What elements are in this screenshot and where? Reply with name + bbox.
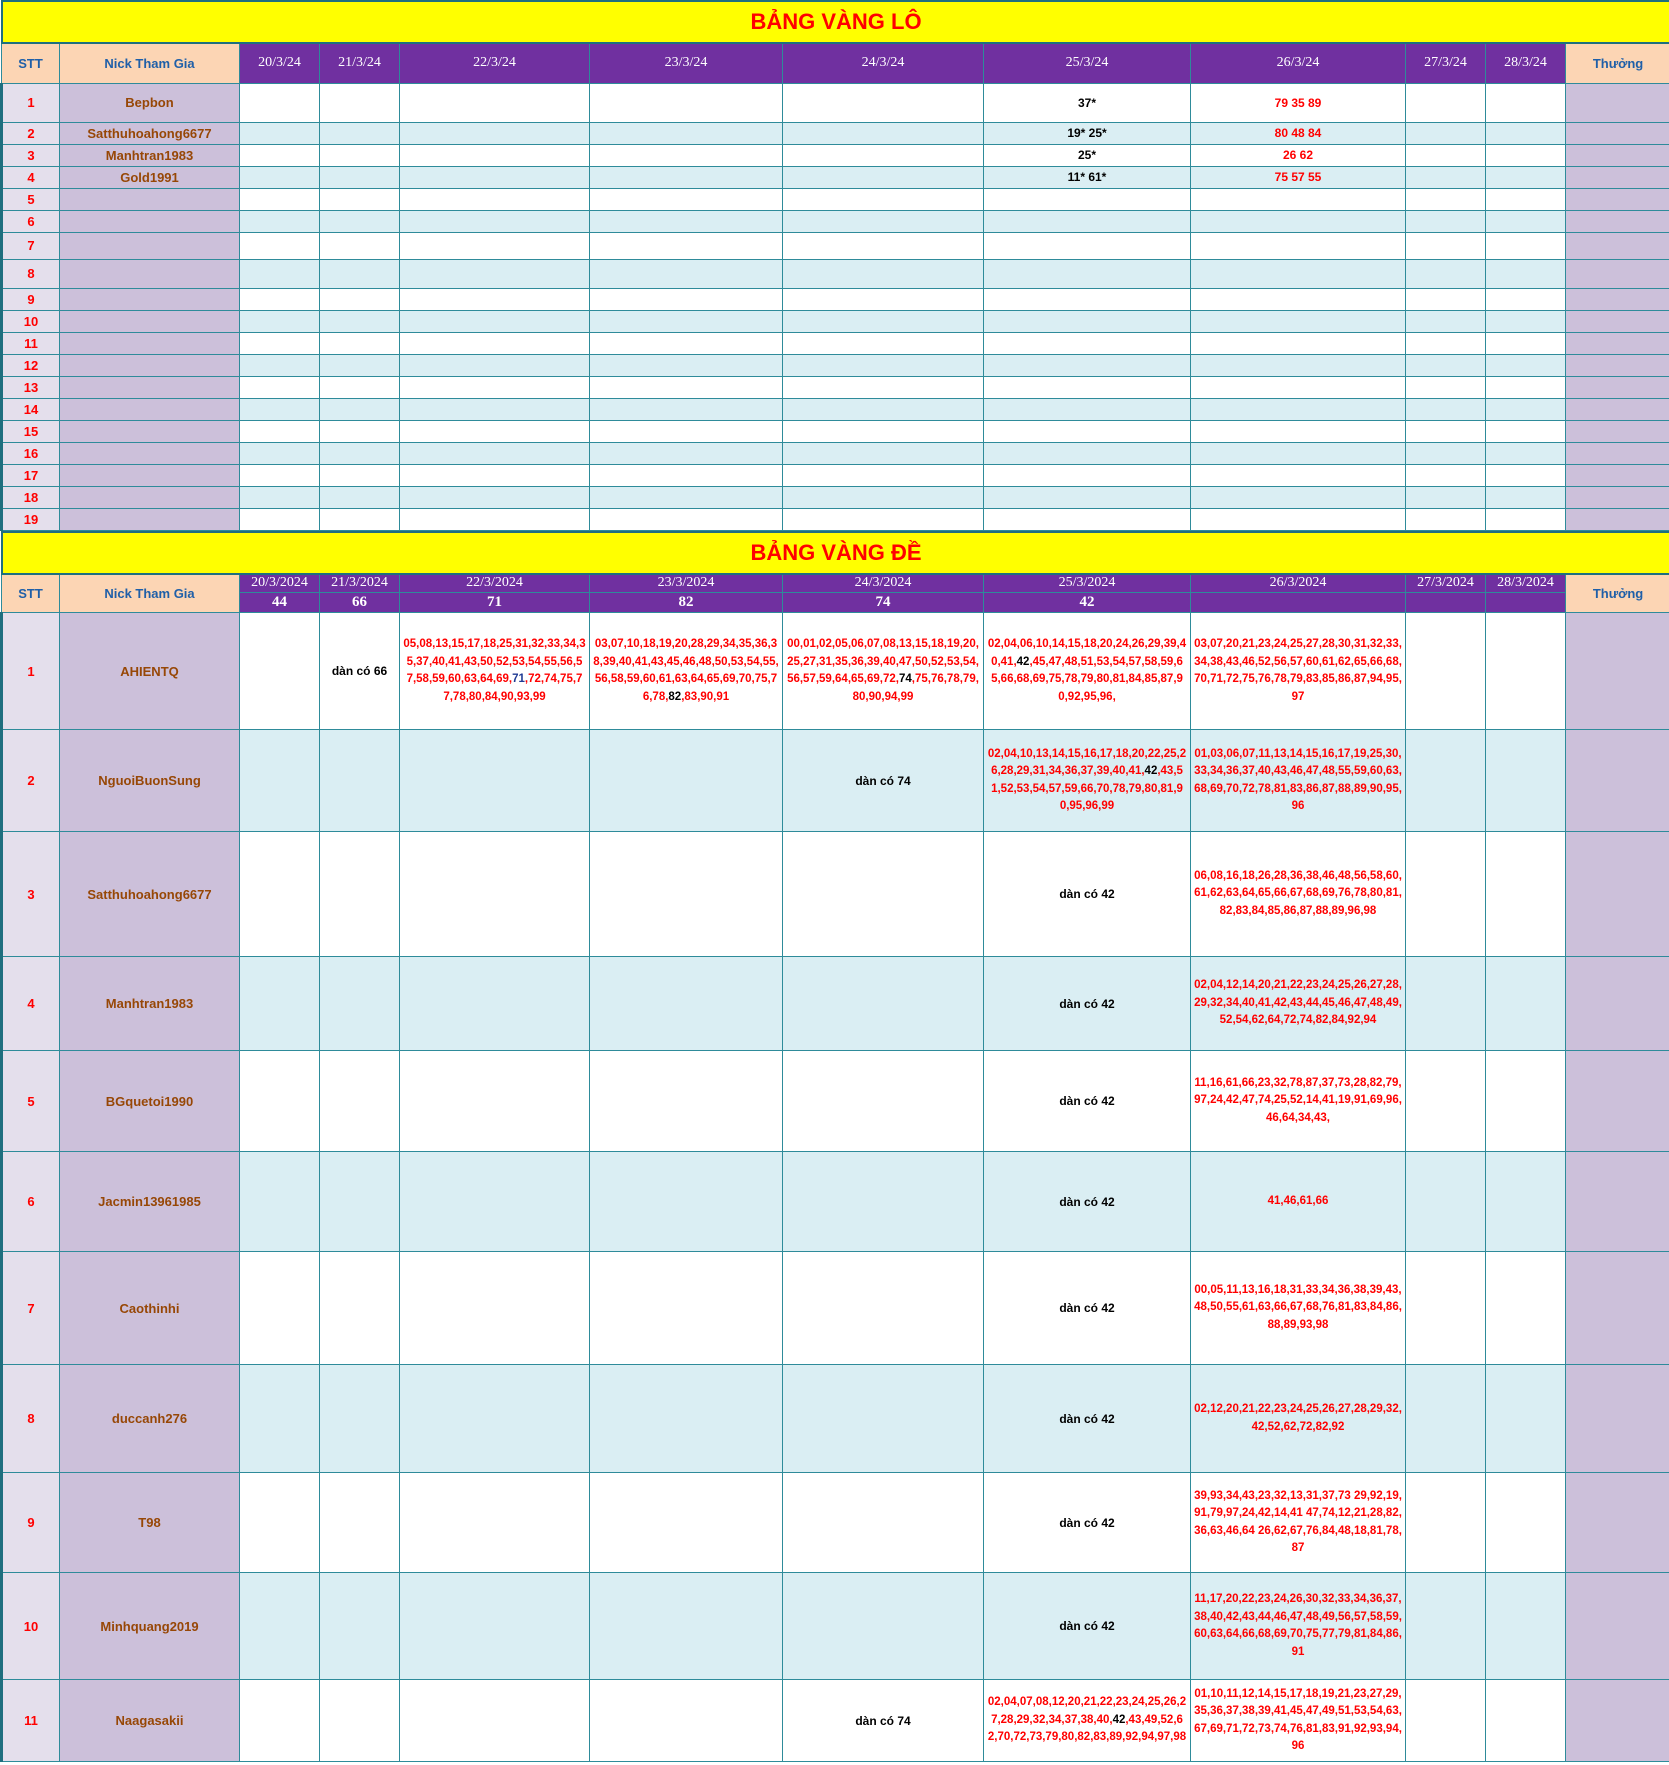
- de-cell-26[interactable]: 11,16,61,66,23,32,78,87,37,73,28,82,79,97,24,42,47,74,25,52,14,41,19,91,69,96,46,64,34,43,: [1191, 1051, 1406, 1152]
- table-row: [2, 144, 1669, 166]
- row-nick: Manhtran1983: [60, 957, 240, 1051]
- row-stt: 3: [2, 144, 60, 166]
- row-bonus[interactable]: [1566, 730, 1669, 832]
- row-stt: 10: [2, 1573, 60, 1680]
- table-row: [2, 354, 1669, 376]
- row-bonus[interactable]: [1566, 508, 1669, 530]
- lo-header-bonus: Thưởng: [1566, 43, 1669, 83]
- lo-cell-26[interactable]: 75 57 55: [1191, 166, 1406, 188]
- row-bonus[interactable]: [1566, 166, 1669, 188]
- row-nick: [60, 232, 240, 259]
- de-cell-25[interactable]: dàn có 42: [984, 1152, 1191, 1252]
- row-bonus[interactable]: [1566, 398, 1669, 420]
- table-row: [2, 1473, 1669, 1573]
- de-cell-25[interactable]: dàn có 42: [984, 1473, 1191, 1573]
- de-cell-25[interactable]: dàn có 42: [984, 1252, 1191, 1365]
- table-row: [2, 1051, 1669, 1152]
- row-bonus[interactable]: [1566, 354, 1669, 376]
- row-nick: [60, 398, 240, 420]
- table-row: [2, 420, 1669, 442]
- row-bonus[interactable]: [1566, 310, 1669, 332]
- table-row: [2, 259, 1669, 288]
- table-row: [2, 832, 1669, 957]
- de-cell-22[interactable]: 05,08,13,15,17,18,25,31,32,33,34,35,37,40,41,43,50,52,53,54,55,56,57,58,59,60,63,64,69,71,72,74,75,77,78,80,84,90,93,99: [400, 613, 590, 730]
- row-nick: [60, 376, 240, 398]
- row-stt: 16: [2, 442, 60, 464]
- table-row: [2, 464, 1669, 486]
- de-cell-23[interactable]: 03,07,10,18,19,20,28,29,34,35,36,38,39,40,41,43,45,46,48,50,53,54,55,56,58,59,60,61,63,64,65,69,70,75,76,78,82,83,90,91: [590, 613, 783, 730]
- de-result: 42: [984, 593, 1191, 613]
- table-row: [2, 210, 1669, 232]
- lo-cell-26[interactable]: 26 62: [1191, 144, 1406, 166]
- table-row: [2, 166, 1669, 188]
- de-cell-26[interactable]: 02,04,12,14,20,21,22,23,24,25,26,27,28,29,32,34,40,41,42,43,44,45,46,47,48,49,52,54,62,64,72,74,82,84,92,94: [1191, 957, 1406, 1051]
- table-row: [2, 1365, 1669, 1473]
- row-bonus[interactable]: [1566, 957, 1669, 1051]
- row-stt: 8: [2, 259, 60, 288]
- row-nick: BGquetoi1990: [60, 1051, 240, 1152]
- de-result: 74: [783, 593, 984, 613]
- table-row: [2, 83, 1669, 122]
- row-bonus[interactable]: [1566, 1573, 1669, 1680]
- lo-cell-25[interactable]: 19* 25*: [984, 122, 1191, 144]
- de-header-date: 23/3/2024: [590, 574, 783, 593]
- de-title: BẢNG VÀNG ĐỀ: [2, 532, 1669, 574]
- de-result: 82: [590, 593, 783, 613]
- row-nick: [60, 420, 240, 442]
- de-cell-24[interactable]: 00,01,02,05,06,07,08,13,15,18,19,20,25,27,31,35,36,39,40,47,50,52,53,54,56,57,59,64,65,69,72,74,75,76,78,79,80,90,94,99: [783, 613, 984, 730]
- de-header-date: 24/3/2024: [783, 574, 984, 593]
- row-stt: 4: [2, 166, 60, 188]
- table-row: [2, 188, 1669, 210]
- de-cell-25[interactable]: dàn có 42: [984, 957, 1191, 1051]
- row-stt: 14: [2, 398, 60, 420]
- de-result: [1486, 593, 1566, 613]
- row-stt: 5: [2, 188, 60, 210]
- de-cell-24[interactable]: dàn có 74: [783, 730, 984, 832]
- row-stt: 8: [2, 1365, 60, 1473]
- row-nick: [60, 210, 240, 232]
- de-header-nick: Nick Tham Gia: [60, 574, 240, 613]
- table-row: [2, 730, 1669, 832]
- row-nick: Jacmin13961985: [60, 1152, 240, 1252]
- de-result: [1406, 593, 1486, 613]
- row-nick: [60, 310, 240, 332]
- row-nick: AHIENTQ: [60, 613, 240, 730]
- de-cell-25[interactable]: dàn có 42: [984, 1051, 1191, 1152]
- table-row: [2, 613, 1669, 730]
- row-nick: [60, 259, 240, 288]
- de-cell-25[interactable]: dàn có 42: [984, 832, 1191, 957]
- lo-header-date: 23/3/24: [590, 43, 783, 83]
- row-nick: Gold1991: [60, 166, 240, 188]
- row-bonus[interactable]: [1566, 1051, 1669, 1152]
- lo-header-date: 27/3/24: [1406, 43, 1486, 83]
- row-stt: 7: [2, 1252, 60, 1365]
- de-cell-25[interactable]: dàn có 42: [984, 1573, 1191, 1680]
- row-stt: 17: [2, 464, 60, 486]
- row-nick: [60, 464, 240, 486]
- row-stt: 13: [2, 376, 60, 398]
- row-bonus[interactable]: [1566, 1152, 1669, 1252]
- row-bonus[interactable]: [1566, 332, 1669, 354]
- de-result: [1191, 593, 1406, 613]
- row-nick: [60, 188, 240, 210]
- table-row: [2, 398, 1669, 420]
- row-nick: [60, 442, 240, 464]
- de-header-date: 22/3/2024: [400, 574, 590, 593]
- row-stt: 3: [2, 832, 60, 957]
- row-nick: Bepbon: [60, 83, 240, 122]
- de-cell-25[interactable]: dàn có 42: [984, 1365, 1191, 1473]
- row-nick: Minhquang2019: [60, 1573, 240, 1680]
- row-stt: 10: [2, 310, 60, 332]
- lo-header-date: 28/3/24: [1486, 43, 1566, 83]
- row-bonus[interactable]: [1566, 259, 1669, 288]
- row-nick: [60, 354, 240, 376]
- de-table: [0, 531, 1669, 1763]
- de-cell-25[interactable]: 02,04,07,08,12,20,21,22,23,24,25,26,27,28,29,32,34,37,38,40,42,43,49,52,62,70,72,73,79,80,82,83,89,92,94,97,98: [984, 1680, 1191, 1762]
- row-stt: 2: [2, 730, 60, 832]
- row-bonus[interactable]: [1566, 83, 1669, 122]
- de-cell-25[interactable]: 02,04,10,13,14,15,16,17,18,20,22,25,26,28,29,31,34,36,37,39,40,41,42,43,51,52,53,54,57,59,66,70,78,79,80,81,90,95,96,99: [984, 730, 1191, 832]
- table-row: [2, 376, 1669, 398]
- row-stt: 11: [2, 332, 60, 354]
- row-stt: 7: [2, 232, 60, 259]
- row-bonus[interactable]: [1566, 210, 1669, 232]
- table-row: [2, 508, 1669, 530]
- de-result: 44: [240, 593, 320, 613]
- row-stt: 1: [2, 83, 60, 122]
- lo-header-date: 22/3/24: [400, 43, 590, 83]
- de-header-stt: STT: [2, 574, 60, 613]
- row-bonus[interactable]: [1566, 376, 1669, 398]
- row-nick: Satthuhoahong6677: [60, 832, 240, 957]
- row-stt: 4: [2, 957, 60, 1051]
- de-cell-21[interactable]: dàn có 66: [320, 613, 400, 730]
- table-row: [2, 957, 1669, 1051]
- row-stt: 6: [2, 1152, 60, 1252]
- de-header-date: 25/3/2024: [984, 574, 1191, 593]
- row-bonus[interactable]: [1566, 613, 1669, 730]
- table-row: [2, 1252, 1669, 1365]
- row-bonus[interactable]: [1566, 486, 1669, 508]
- table-row: [2, 1573, 1669, 1680]
- row-nick: duccanh276: [60, 1365, 240, 1473]
- de-result: 71: [400, 593, 590, 613]
- lo-header-nick: Nick Tham Gia: [60, 43, 240, 83]
- lo-title: BẢNG VÀNG LÔ: [2, 1, 1669, 43]
- lo-header-date: 25/3/24: [984, 43, 1191, 83]
- de-cell-24[interactable]: dàn có 74: [783, 1680, 984, 1762]
- lo-header-date: 21/3/24: [320, 43, 400, 83]
- row-bonus[interactable]: [1566, 144, 1669, 166]
- de-cell-26[interactable]: 11,17,20,22,23,24,26,30,32,33,34,36,37,38,40,42,43,44,46,47,48,49,56,57,58,59,60,63,64,66,68,69,70,75,77,79,81,84,86,91: [1191, 1573, 1406, 1680]
- lo-cell-25[interactable]: 37*: [984, 83, 1191, 122]
- row-bonus[interactable]: [1566, 232, 1669, 259]
- table-row: [2, 122, 1669, 144]
- lo-cell-26[interactable]: 80 48 84: [1191, 122, 1406, 144]
- table-row: [2, 332, 1669, 354]
- row-stt: 9: [2, 288, 60, 310]
- row-stt: 15: [2, 420, 60, 442]
- row-nick: [60, 508, 240, 530]
- row-stt: 19: [2, 508, 60, 530]
- row-bonus[interactable]: [1566, 1365, 1669, 1473]
- de-header-date: 28/3/2024: [1486, 574, 1566, 593]
- de-result: 66: [320, 593, 400, 613]
- de-header-date: 27/3/2024: [1406, 574, 1486, 593]
- table-row: [2, 288, 1669, 310]
- table-row: [2, 310, 1669, 332]
- row-bonus[interactable]: [1566, 832, 1669, 957]
- de-cell-25[interactable]: 02,04,06,10,14,15,18,20,24,26,29,39,40,41,42,45,47,48,51,53,54,57,58,59,65,66,68,69,75,78,79,80,81,84,85,87,90,92,95,96,: [984, 613, 1191, 730]
- de-cell-26[interactable]: 41,46,61,66: [1191, 1152, 1406, 1252]
- row-stt: 12: [2, 354, 60, 376]
- lo-cell-26[interactable]: 79 35 89: [1191, 83, 1406, 122]
- row-stt: 6: [2, 210, 60, 232]
- row-bonus[interactable]: [1566, 420, 1669, 442]
- row-bonus[interactable]: [1566, 288, 1669, 310]
- de-cell-26[interactable]: 01,10,11,12,14,15,17,18,19,21,23,27,29,35,36,37,38,39,41,45,47,49,51,53,54,63,67,69,71,72,73,74,76,81,83,91,92,93,94,96: [1191, 1680, 1406, 1762]
- row-stt: 18: [2, 486, 60, 508]
- de-cell-26[interactable]: 39,93,34,43,23,32,13,31,37,73 29,92,19,91,79,97,24,42,14,41 47,74,12,21,28,82,36,63,46,64 26,62,67,76,84,48,18,81,78,87: [1191, 1473, 1406, 1573]
- row-bonus[interactable]: [1566, 188, 1669, 210]
- table-row: [2, 232, 1669, 259]
- table-row: [2, 442, 1669, 464]
- de-cell-26[interactable]: 06,08,16,18,26,28,36,38,46,48,56,58,60,61,62,63,64,65,66,67,68,69,76,78,80,81,82,83,84,85,86,87,88,89,96,98: [1191, 832, 1406, 957]
- row-bonus[interactable]: [1566, 1473, 1669, 1573]
- row-nick: NguoiBuonSung: [60, 730, 240, 832]
- row-bonus[interactable]: [1566, 1252, 1669, 1365]
- de-cell-26[interactable]: 03,07,20,21,23,24,25,27,28,30,31,32,33,34,38,43,46,52,56,57,60,61,62,65,66,68,70,71,72,75,76,78,79,83,85,86,87,94,95,97: [1191, 613, 1406, 730]
- lo-table: [0, 0, 1669, 531]
- row-nick: [60, 288, 240, 310]
- row-nick: Manhtran1983: [60, 144, 240, 166]
- lo-cell-25[interactable]: 11* 61*: [984, 166, 1191, 188]
- de-cell-26[interactable]: 00,05,11,13,16,18,31,33,34,36,38,39,43,48,50,55,61,63,66,67,68,76,81,83,84,86,88,89,93,98: [1191, 1252, 1406, 1365]
- row-stt: 1: [2, 613, 60, 730]
- lo-header-date: 24/3/24: [783, 43, 984, 83]
- de-header-date: 21/3/2024: [320, 574, 400, 593]
- row-nick: T98: [60, 1473, 240, 1573]
- de-header-bonus: Thưởng: [1566, 574, 1669, 613]
- table-row: [2, 486, 1669, 508]
- de-header-date: 26/3/2024: [1191, 574, 1406, 593]
- row-nick: [60, 486, 240, 508]
- lo-header-stt: STT: [2, 43, 60, 83]
- lo-header-date: 20/3/24: [240, 43, 320, 83]
- row-bonus[interactable]: [1566, 442, 1669, 464]
- row-stt: 11: [2, 1680, 60, 1762]
- de-cell-26[interactable]: 02,12,20,21,22,23,24,25,26,27,28,29,32,42,52,62,72,82,92: [1191, 1365, 1406, 1473]
- row-bonus[interactable]: [1566, 122, 1669, 144]
- table-row: [2, 1152, 1669, 1252]
- row-stt: 5: [2, 1051, 60, 1152]
- de-cell-26[interactable]: 01,03,06,07,11,13,14,15,16,17,19,25,30,33,34,36,37,40,43,46,47,48,55,59,60,63,68,69,70,72,78,81,83,86,87,88,89,90,95,96: [1191, 730, 1406, 832]
- row-nick: Satthuhoahong6677: [60, 122, 240, 144]
- de-header-date: 20/3/2024: [240, 574, 320, 593]
- row-bonus[interactable]: [1566, 464, 1669, 486]
- lo-cell-25[interactable]: 25*: [984, 144, 1191, 166]
- table-row: [2, 1680, 1669, 1762]
- row-stt: 2: [2, 122, 60, 144]
- row-nick: Caothinhi: [60, 1252, 240, 1365]
- lo-header-date: 26/3/24: [1191, 43, 1406, 83]
- row-nick: Naagasakii: [60, 1680, 240, 1762]
- row-stt: 9: [2, 1473, 60, 1573]
- row-bonus[interactable]: [1566, 1680, 1669, 1762]
- row-nick: [60, 332, 240, 354]
